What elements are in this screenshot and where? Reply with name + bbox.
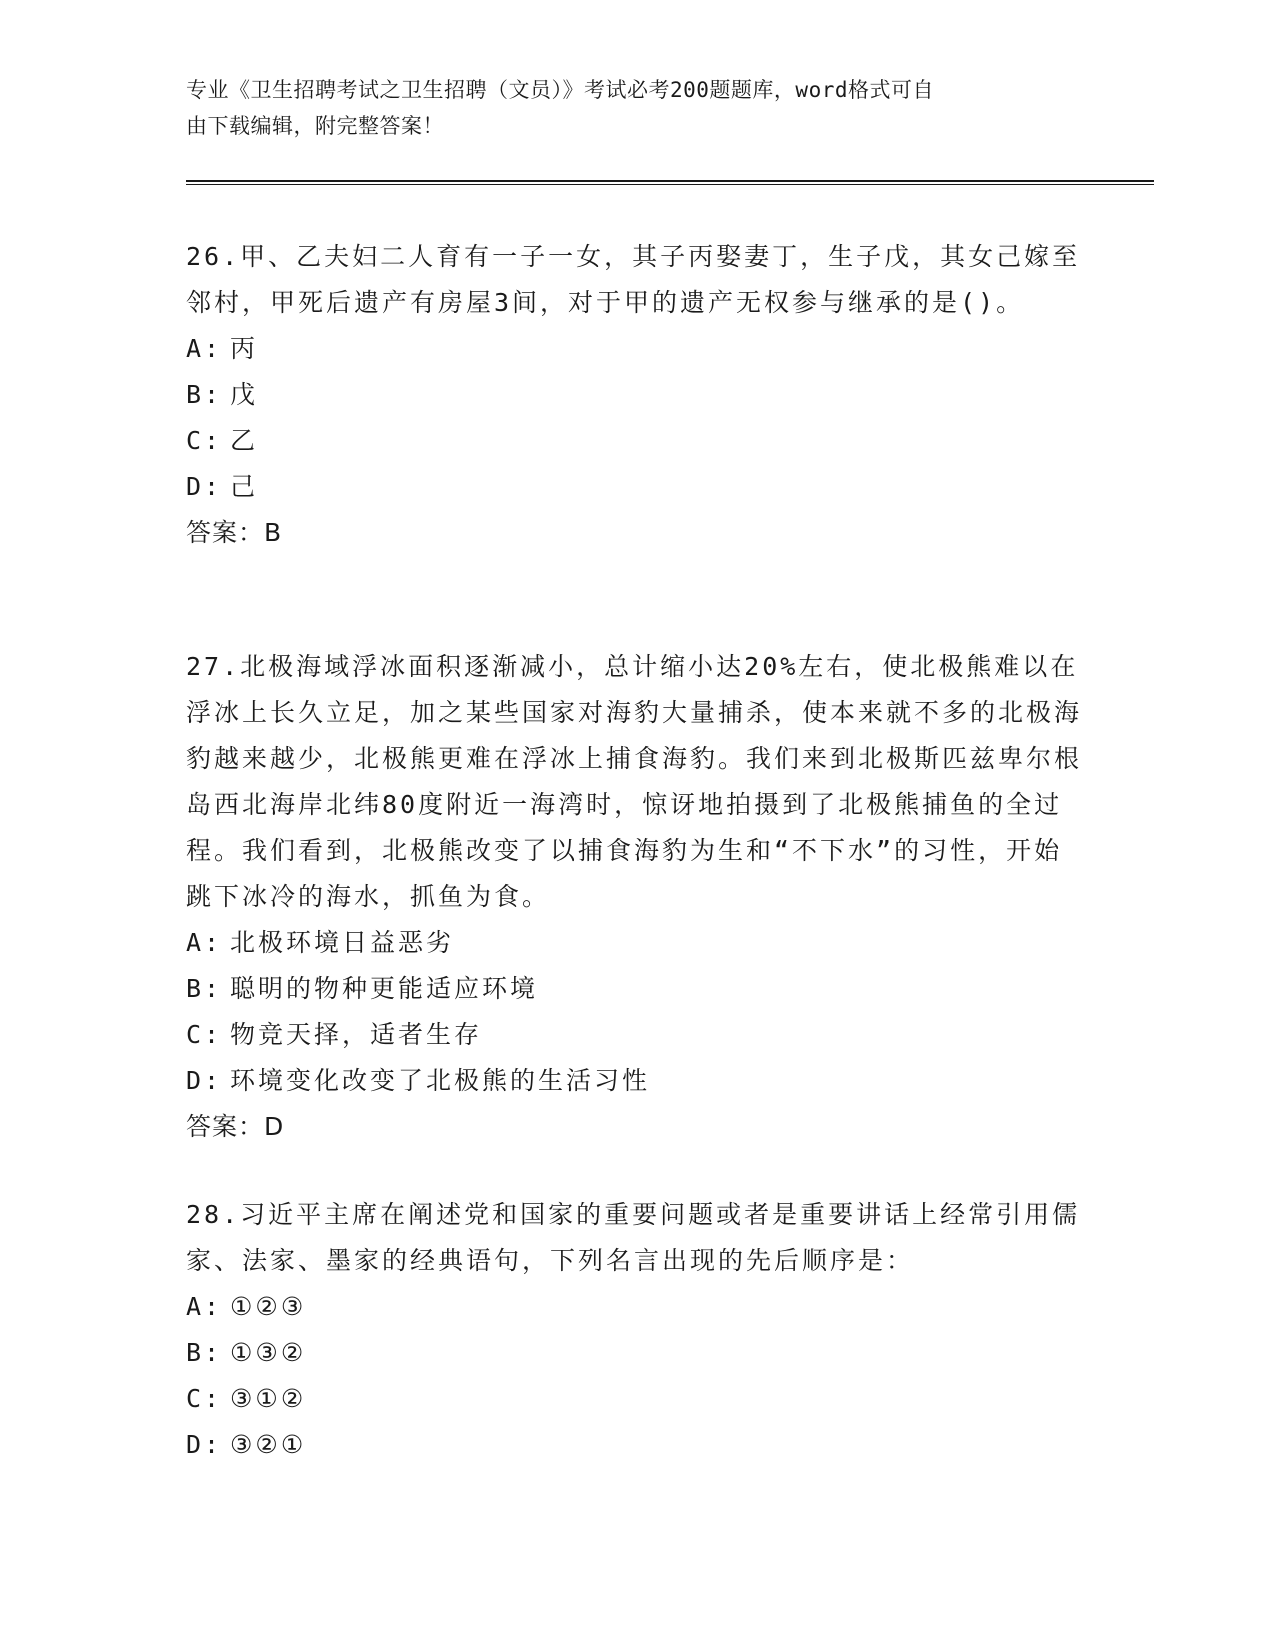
header-line-1: 专业《卫生招聘考试之卫生招聘（文员）》考试必考200题题库，word格式可自 xyxy=(186,78,934,102)
question-text xyxy=(186,644,1086,920)
option-key: B: xyxy=(186,1338,223,1367)
question-28 xyxy=(186,1192,1086,1468)
question-text xyxy=(186,234,1086,326)
question-number: 27. xyxy=(186,652,241,681)
option-text: 环境变化改变了北极熊的生活习性 xyxy=(230,1066,651,1095)
option-d xyxy=(186,1422,1086,1468)
option-text: 北极环境日益恶劣 xyxy=(230,928,455,957)
option-key: A: xyxy=(186,1292,223,1321)
option-a xyxy=(186,920,1086,966)
option-c xyxy=(186,1012,1086,1058)
option-text: ③①② xyxy=(230,1384,307,1413)
question-26 xyxy=(186,234,1086,556)
answer-line: 答案：D xyxy=(186,1112,285,1141)
option-c xyxy=(186,418,1086,464)
document-header xyxy=(186,72,1066,144)
option-text: 己 xyxy=(230,472,259,501)
option-key: D: xyxy=(186,1430,223,1459)
answer-line: 答案：B xyxy=(186,518,283,547)
question-number: 26. xyxy=(186,242,241,271)
option-key: A: xyxy=(186,334,223,363)
option-key: D: xyxy=(186,472,223,501)
option-b xyxy=(186,1330,1086,1376)
option-b xyxy=(186,372,1086,418)
option-text: 聪明的物种更能适应环境 xyxy=(230,974,539,1003)
option-key: C: xyxy=(186,1020,223,1049)
header-divider xyxy=(186,180,1154,185)
option-d xyxy=(186,464,1086,510)
option-key: A: xyxy=(186,928,223,957)
option-key: D: xyxy=(186,1066,223,1095)
option-d xyxy=(186,1058,1086,1104)
option-key: C: xyxy=(186,426,223,455)
option-c xyxy=(186,1376,1086,1422)
option-text: 物竞天择，适者生存 xyxy=(230,1020,483,1049)
question-number: 28. xyxy=(186,1200,241,1229)
question-stem: 甲、乙夫妇二人育有一子一女，其子丙娶妻丁，生子戊，其女己嫁至邻村，甲死后遗产有房屋3间，对于甲的遗产无权参与继承的是()。 xyxy=(186,242,1081,317)
option-text: 乙 xyxy=(230,426,259,455)
question-stem: 北极海域浮冰面积逐渐减小，总计缩小达20%左右，使北极熊难以在浮冰上长久立足，加之某些国家对海豹大量捕杀，使本来就不多的北极海豹越来越少，北极熊更难在浮冰上捕食海豹。我们来到北极斯匹兹卑尔根岛西北海岸北纬80度附近一海湾时，惊讶地拍摄到了北极熊捕鱼的全过程。我们看到，北极熊改变了以捕食海豹为生和“不下水”的习性，开始跳下冰冷的海水，抓鱼为食。 xyxy=(186,652,1083,911)
option-text: ①③② xyxy=(230,1338,307,1367)
option-a xyxy=(186,326,1086,372)
question-27 xyxy=(186,644,1086,1150)
option-a xyxy=(186,1284,1086,1330)
option-key: C: xyxy=(186,1384,223,1413)
option-key: B: xyxy=(186,380,223,409)
question-stem: 习近平主席在阐述党和国家的重要问题或者是重要讲话上经常引用儒家、法家、墨家的经典语句，下列名言出现的先后顺序是： xyxy=(186,1200,1081,1275)
option-text: 丙 xyxy=(230,334,259,363)
option-key: B: xyxy=(186,974,223,1003)
option-text: ③②① xyxy=(230,1430,307,1459)
option-text: 戊 xyxy=(230,380,259,409)
header-line-2: 由下载编辑，附完整答案！ xyxy=(186,114,444,138)
question-text xyxy=(186,1192,1086,1284)
option-b xyxy=(186,966,1086,1012)
option-text: ①②③ xyxy=(230,1292,307,1321)
